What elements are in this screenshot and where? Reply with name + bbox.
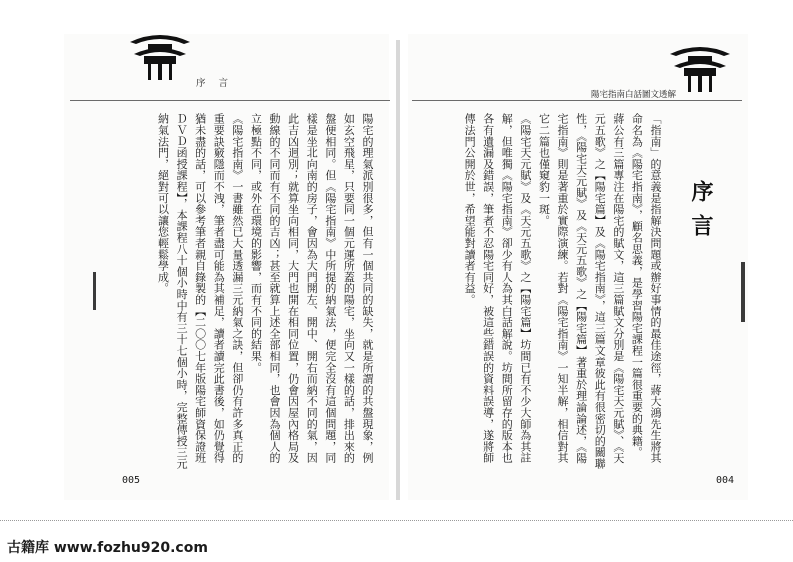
left-running-header: 序 言 — [196, 78, 234, 89]
paragraph: 《陽宅指南》一書雖然已大量透漏三元納氣之訣，但卻仍有許多真正的重要訣竅隱而不洩，筆者盡可能為其補足，讀者讀完此書後，如仍覺得猶未盡的話，可以參考筆者親自錄製的【二〇〇七年版陽宅師資保證班ＤＶＤ函授課程】，本課程八十個小時中有三十七個小時，完整傳授三元納氣法門，絕對可以讓您輕鬆學成。 — [156, 113, 244, 470]
page-edge-mark — [93, 272, 96, 310]
right-page-body — [420, 113, 664, 473]
right-page-number: 004 — [716, 475, 735, 486]
book-spine — [396, 40, 400, 500]
left-page-number: 005 — [122, 475, 141, 486]
site-watermark: 古籍库 www.fozhu920.com — [7, 540, 208, 556]
right-header-rule — [412, 100, 742, 101]
paragraph: 《陽宅天元賦》及《天元五歌》之【陽宅篇】坊間已有不少大師為其註解，但唯獨《陽宅指南》卻少有人為其白話解說。坊間所留存的版本也各有遺漏及錯誤，筆者不忍陽宅同好，被這些錯誤的資料誤導，遂將師傳法門公開於世，希望能對讀者有益。 — [463, 113, 532, 464]
paragraph: 「指南」的意義是指解決問題或辦好事情的最佳途徑，蔣大鴻先生將其命名為《陽宅指南》，顧名思義，是學習陽宅課程一篇很重要的典籍。 — [630, 113, 662, 464]
paragraph: 蔣公有三篇專注在陽宅的賦文，這三篇賦文分別是《陽宅天元賦》、《天元五歌》之【陽宅篇】及《陽宅指南》，這三篇文章彼此有很密切的關聯性，《陽宅天元賦》及《天元五歌》之【陽宅篇】著重於理論論述，《陽宅指南》則是著重於實際演練。若對《陽宅指南》一知半解，相信對其它二篇也僅窺豹一斑。 — [537, 113, 625, 470]
left-page-body — [150, 113, 376, 473]
pagoda-ornament-icon — [128, 28, 192, 82]
left-header-rule — [70, 100, 390, 101]
pagoda-ornament-icon — [668, 40, 732, 94]
chapter-title: 序言 — [688, 180, 713, 248]
paragraph: 陽宅的理氣派別很多，但有一個共同的缺失，就是所謂的共盤現象，例如玄空飛星，只要同一個元運所蓋的陽宅，坐向又一樣的話，排出來的盤便相同。但《陽宅指南》中所提的納氣法，便完全沒有這個問題，同樣是坐北向南的房子，會因為大門開左、開中、開右而納不同的氣，因此吉凶迥別；就算坐向相同，大門也開在相同位置，仍會因屋內格局及動線的不同而有不同的吉凶；甚至就算上述全部相同，也會因為個人的立極點不同，或外在環境的影響，而有不同的結果。 — [249, 113, 374, 464]
page-edge-mark — [741, 262, 745, 322]
right-running-header: 陽宅指南白話圖文透解 — [591, 90, 677, 100]
